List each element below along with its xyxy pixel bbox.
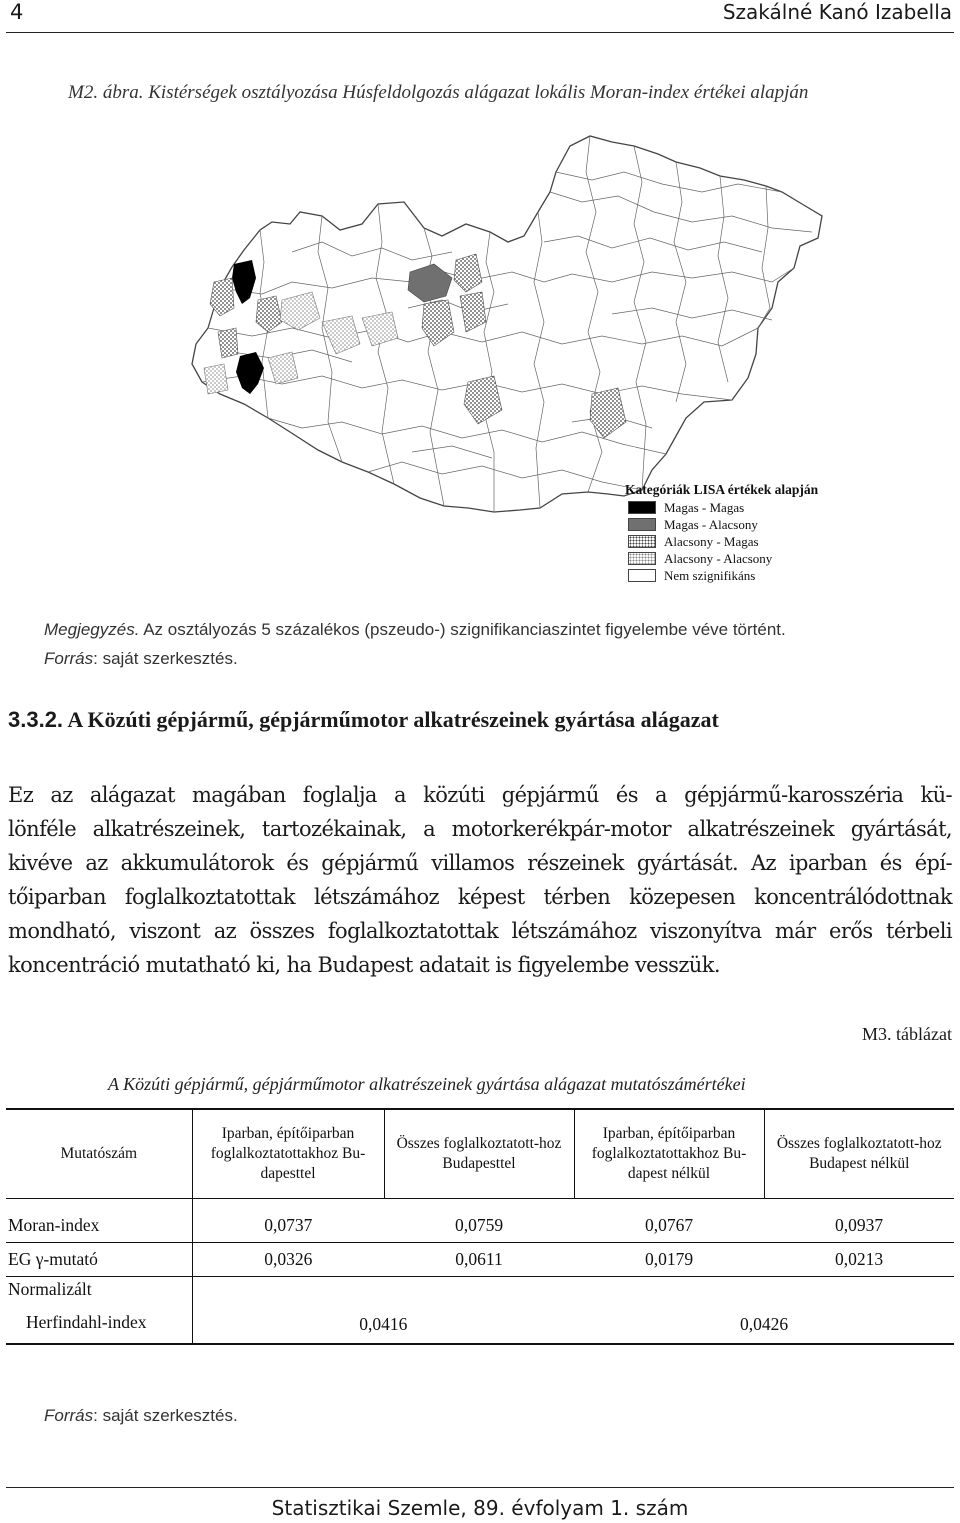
column-header: Iparban, építőiparban foglalkoztatottakhoz Bu-dapest nélkül <box>574 1109 764 1199</box>
row-label: Moran-index <box>6 1199 192 1243</box>
legend-item-low-low <box>628 550 845 567</box>
indicator-table <box>6 1108 954 1345</box>
source-text: : saját szerkesztés. <box>93 649 238 668</box>
table-cell: 0,0416 <box>192 1277 574 1345</box>
row-label: EG γ-mutató <box>6 1243 192 1277</box>
table-cell: 0,0326 <box>192 1243 384 1277</box>
table-source <box>44 1406 238 1426</box>
note-text: Az osztályozás 5 százalékos (pszeudo-) szignifikanciaszintet figyelembe véve történt. <box>139 620 786 639</box>
legend-title: Kategóriák LISA értékek alapján <box>625 482 819 497</box>
running-head-author: Szakálné Kanó Izabella <box>722 0 952 24</box>
paragraph-line: Ez az alágazat magában foglalja a közúti gépjármű és a gépjármű-karosszéria kü- <box>8 783 952 807</box>
column-header: Összes foglalkoztatott-hoz Budapest nélkül <box>764 1109 954 1199</box>
source-label: Forrás <box>44 1406 94 1425</box>
section-title: A Közúti gépjármű, gépjárműmotor alkatrészeinek gyártása alágazat <box>63 707 719 732</box>
paragraph-line: tőiparban foglalkoztatottak létszámához képest térben közepesen koncentrálódottnak <box>8 885 952 909</box>
table-cell: 0,0426 <box>574 1277 954 1345</box>
journal-footer: Statisztikai Szemle, 89. évfolyam 1. szám <box>271 1496 689 1520</box>
legend-label: Alacsony - Magas <box>664 533 759 549</box>
legend-swatch <box>628 552 656 565</box>
paragraph-line: koncentráció mutatható ki, ha Budapest adatait is figyelembe vesszük. <box>8 953 720 977</box>
table-cell: 0,0611 <box>384 1243 574 1277</box>
legend-label: Magas - Magas <box>664 499 745 515</box>
legend-swatch <box>628 518 656 531</box>
figure-caption: M2. ábra. Kistérségek osztályozása Húsfeldolgozás alágazat lokális Moran-index értékei alapján <box>68 82 809 103</box>
table-row <box>6 1277 954 1345</box>
legend-swatch <box>628 535 656 548</box>
legend-item-high-low <box>628 516 845 533</box>
table-cell: 0,0213 <box>764 1243 954 1277</box>
page-number: 4 <box>10 0 24 24</box>
body-paragraph <box>8 778 952 982</box>
legend-label: Magas - Alacsony <box>664 516 758 532</box>
row-label-line: Herfindahl-index <box>26 1312 147 1332</box>
row-label <box>6 1277 192 1345</box>
section-number: 3.3.2. <box>8 707 64 732</box>
column-header: Iparban, építőiparban foglalkoztatottakhoz Bu-dapesttel <box>192 1109 384 1199</box>
column-header: Mutatószám <box>6 1109 192 1199</box>
table-cell: 0,0937 <box>764 1199 954 1243</box>
map-legend <box>625 482 845 584</box>
table-number: M3. táblázat <box>862 1024 952 1044</box>
table-cell: 0,0767 <box>574 1199 764 1243</box>
table-header-row <box>6 1109 954 1199</box>
country-outline <box>192 136 822 512</box>
table-row <box>6 1243 954 1277</box>
column-header: Összes foglalkoztatott-hoz Budapesttel <box>384 1109 574 1199</box>
table-cell: 0,0759 <box>384 1199 574 1243</box>
figure-note <box>44 620 786 640</box>
header-rule <box>6 32 954 33</box>
table-cell: 0,0179 <box>574 1243 764 1277</box>
legend-item-not-significant <box>628 567 845 584</box>
legend-label: Alacsony - Alacsony <box>664 550 773 566</box>
paragraph-line: mondható, viszont az összes foglalkoztatottak létszámához viszonyítva már erős térbeli <box>8 919 952 943</box>
legend-item-low-high <box>628 533 845 550</box>
legend-swatch <box>628 501 656 514</box>
legend-label: Nem szignifikáns <box>664 567 756 583</box>
row-label-line: Normalizált <box>8 1279 92 1299</box>
paragraph-line: kivéve az akkumulátorok és gépjármű villamos részeinek gyártását. Az iparban és épí- <box>8 851 952 875</box>
footer-rule <box>6 1487 954 1488</box>
table-title: A Közúti gépjármű, gépjárműmotor alkatrészeinek gyártása alágazat mutatószámértékei <box>108 1074 746 1094</box>
paragraph-line: lönféle alkatrészeinek, tartozékainak, a motorkerékpár-motor alkatrészeinek gyártását, <box>8 817 952 841</box>
source-label: Forrás <box>44 649 94 668</box>
table-cell: 0,0737 <box>192 1199 384 1243</box>
table-row <box>6 1199 954 1243</box>
legend-swatch <box>628 569 656 582</box>
legend-item-high-high <box>628 499 845 516</box>
source-text: : saját szerkesztés. <box>93 1406 238 1425</box>
note-label: Megjegyzés. <box>44 620 140 639</box>
figure-source <box>44 649 238 669</box>
section-heading <box>8 707 719 733</box>
